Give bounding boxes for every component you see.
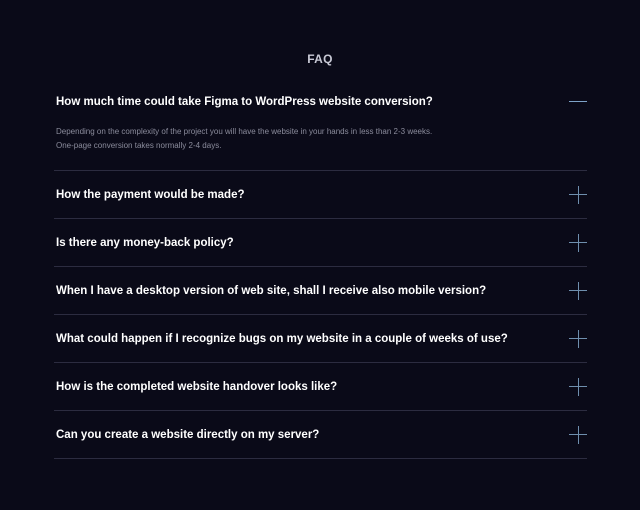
faq-item-conversion-time: [54, 80, 587, 171]
plus-icon[interactable]: [569, 282, 587, 300]
faq-answer-line: One-page conversion takes normally 2-4 days.: [56, 141, 222, 150]
plus-icon[interactable]: [569, 378, 587, 396]
faq-toggle-mobile-version[interactable]: [54, 267, 587, 314]
faq-item-payment: [54, 171, 587, 219]
plus-icon[interactable]: [569, 234, 587, 252]
faq-heading: FAQ: [307, 52, 333, 66]
plus-icon[interactable]: [569, 426, 587, 444]
faq-answer: [54, 125, 587, 170]
faq-toggle-handover[interactable]: [54, 363, 587, 410]
faq-question: How is the completed website handover looks like?: [56, 381, 338, 393]
faq-item-handover: [54, 363, 587, 411]
plus-icon[interactable]: [569, 186, 587, 204]
plus-icon[interactable]: [569, 330, 587, 348]
faq-answer-line: Depending on the complexity of the project you will have the website in your hands in less than 2-3 weeks.: [56, 127, 433, 136]
faq-question: Can you create a website directly on my server?: [56, 429, 320, 441]
faq-item-mobile-version: [54, 267, 587, 315]
faq-accordion: [54, 80, 587, 459]
faq-question: Is there any money-back policy?: [56, 237, 234, 249]
faq-toggle-payment[interactable]: [54, 171, 587, 218]
faq-toggle-bugs[interactable]: [54, 315, 587, 362]
faq-item-bugs: [54, 315, 587, 363]
faq-toggle-money-back[interactable]: [54, 219, 587, 266]
faq-question: How much time could take Figma to WordPress website conversion?: [56, 95, 433, 108]
faq-item-own-server: [54, 411, 587, 459]
faq-toggle-conversion-time[interactable]: [54, 80, 587, 122]
minus-icon[interactable]: [569, 92, 587, 110]
faq-question: When I have a desktop version of web site, shall I receive also mobile version?: [56, 285, 487, 297]
faq-toggle-own-server[interactable]: [54, 411, 587, 458]
faq-question: What could happen if I recognize bugs on my website in a couple of weeks of use?: [56, 333, 508, 345]
faq-question: How the payment would be made?: [56, 189, 245, 201]
faq-item-money-back: [54, 219, 587, 267]
